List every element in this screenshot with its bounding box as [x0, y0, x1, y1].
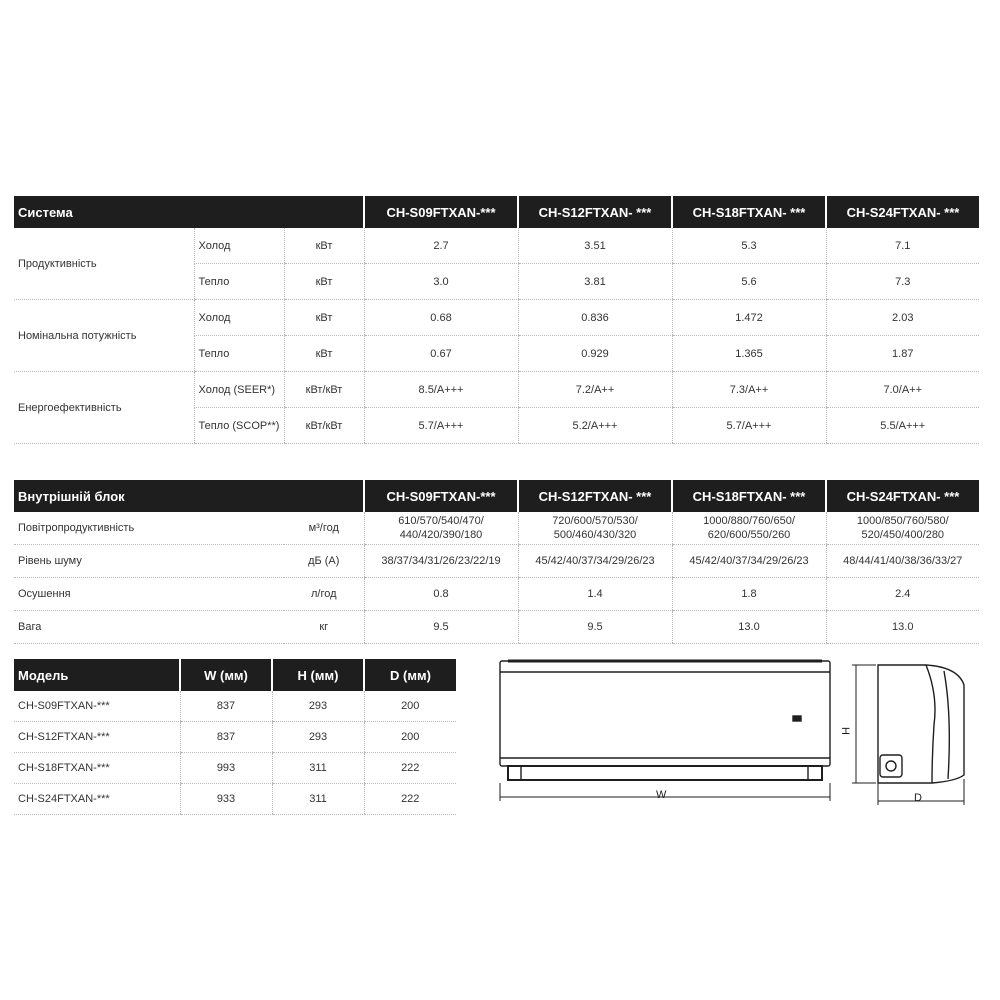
value-cell: 7.3 [826, 264, 979, 300]
value-cell: 837 [180, 691, 272, 722]
mode-label: Холод [194, 228, 284, 264]
value-cell: 0.929 [518, 336, 672, 372]
group-label: Енергоефективність [14, 372, 194, 444]
mode-label: Тепло (SCOP**) [194, 408, 284, 444]
value-line: 440/420/390/180 [399, 529, 483, 541]
side-front-curve [926, 665, 935, 783]
value-cell: 7.1 [826, 228, 979, 264]
value-cell: 222 [364, 784, 456, 815]
mode-label: Холод (SEER*) [194, 372, 284, 408]
model-header: CH-S24FTXAN- *** [826, 196, 979, 228]
model-cell: CH-S24FTXAN-*** [14, 784, 180, 815]
table-row [14, 753, 456, 784]
param-label: Рівень шуму [14, 545, 284, 578]
value-cell: 0.68 [364, 300, 518, 336]
value-cell: 8.5/A+++ [364, 372, 518, 408]
value-cell: 9.5 [518, 611, 672, 644]
side-pipe-port [880, 755, 902, 777]
front-view [500, 661, 830, 780]
param-label: Повітропродуктивність [14, 512, 284, 545]
depth-column-header: D (мм) [364, 659, 456, 691]
model-header: CH-S09FTXAN-*** [364, 196, 518, 228]
value-cell [518, 512, 672, 545]
table-row [14, 691, 456, 722]
table-row [14, 611, 979, 644]
model-header: CH-S12FTXAN- *** [518, 480, 672, 512]
mode-label: Холод [194, 300, 284, 336]
value-cell: 7.3/A++ [672, 372, 826, 408]
value-cell: 0.8 [364, 578, 518, 611]
table-row [14, 545, 979, 578]
unit-label: кВт [284, 300, 364, 336]
table-row [14, 722, 456, 753]
unit-label: л/год [284, 578, 364, 611]
table-row [14, 578, 979, 611]
value-cell: 0.836 [518, 300, 672, 336]
value-cell: 2.7 [364, 228, 518, 264]
table-row [14, 784, 456, 815]
height-label: H [839, 727, 851, 735]
model-header: CH-S24FTXAN- *** [826, 480, 979, 512]
indoor-unit-table [14, 480, 979, 644]
value-cell: 1.87 [826, 336, 979, 372]
model-header: CH-S18FTXAN- *** [672, 480, 826, 512]
front-view-outline [500, 661, 830, 766]
value-cell: 48/44/41/40/38/36/33/27 [826, 545, 979, 578]
model-column-header: Модель [14, 659, 180, 691]
value-line: 1000/880/760/650/ [703, 515, 795, 527]
value-cell: 3.81 [518, 264, 672, 300]
front-bottom-louver [508, 766, 822, 780]
value-cell: 1.8 [672, 578, 826, 611]
model-header: CH-S09FTXAN-*** [364, 480, 518, 512]
dimensions-table [14, 659, 456, 815]
value-cell: 993 [180, 753, 272, 784]
value-line: 720/600/570/530/ [552, 515, 638, 527]
system-specs-table [14, 196, 979, 444]
side-view [878, 665, 964, 783]
value-cell: 7.0/A++ [826, 372, 979, 408]
unit-label: кВт [284, 264, 364, 300]
value-cell: 7.2/A++ [518, 372, 672, 408]
model-header: CH-S12FTXAN- *** [518, 196, 672, 228]
param-label: Осушення [14, 578, 284, 611]
value-line: 620/600/550/260 [707, 529, 791, 541]
group-label: Продуктивність [14, 228, 194, 300]
value-cell: 13.0 [826, 611, 979, 644]
value-cell: 9.5 [364, 611, 518, 644]
value-cell: 3.0 [364, 264, 518, 300]
display-indicator [793, 716, 801, 721]
unit-label: кВт [284, 336, 364, 372]
system-title: Система [14, 196, 364, 228]
value-cell [672, 512, 826, 545]
model-cell: CH-S12FTXAN-*** [14, 722, 180, 753]
value-cell: 5.5/A+++ [826, 408, 979, 444]
indoor-title: Внутрішній блок [14, 480, 364, 512]
value-cell: 45/42/40/37/34/29/26/23 [672, 545, 826, 578]
value-cell: 1.4 [518, 578, 672, 611]
value-cell: 5.6 [672, 264, 826, 300]
value-cell: 311 [272, 784, 364, 815]
value-cell: 933 [180, 784, 272, 815]
system-header-row [14, 196, 979, 228]
unit-label: м³/год [284, 512, 364, 545]
param-label: Вага [14, 611, 284, 644]
height-dimension-line [852, 665, 876, 783]
model-cell: CH-S18FTXAN-*** [14, 753, 180, 784]
side-view-outline [878, 665, 964, 783]
value-cell: 5.7/A+++ [672, 408, 826, 444]
unit-label: дБ (А) [284, 545, 364, 578]
mode-label: Тепло [194, 336, 284, 372]
value-cell: 13.0 [672, 611, 826, 644]
depth-label: D [914, 792, 922, 804]
value-cell: 5.7/A+++ [364, 408, 518, 444]
value-cell: 293 [272, 691, 364, 722]
group-label: Номінальна потужність [14, 300, 194, 372]
mode-label: Тепло [194, 264, 284, 300]
height-column-header: H (мм) [272, 659, 364, 691]
unit-drawing-svg [486, 655, 980, 815]
value-cell: 1.365 [672, 336, 826, 372]
value-cell: 200 [364, 722, 456, 753]
unit-label: кг [284, 611, 364, 644]
value-line: 610/570/540/470/ [398, 515, 484, 527]
value-line: 500/460/430/320 [553, 529, 637, 541]
table-row [14, 228, 979, 264]
dimensions-header-row [14, 659, 456, 691]
value-cell: 311 [272, 753, 364, 784]
value-cell: 1.472 [672, 300, 826, 336]
unit-label: кВт/кВт [284, 372, 364, 408]
value-line: 1000/850/760/580/ [856, 515, 949, 527]
value-cell: 45/42/40/37/34/29/26/23 [518, 545, 672, 578]
value-cell: 2.03 [826, 300, 979, 336]
value-cell: 0.67 [364, 336, 518, 372]
value-cell: 5.3 [672, 228, 826, 264]
width-column-header: W (мм) [180, 659, 272, 691]
value-line: 520/450/400/280 [861, 529, 945, 541]
value-cell [826, 512, 979, 545]
side-inner-curve [944, 671, 949, 779]
value-cell: 222 [364, 753, 456, 784]
value-cell: 3.51 [518, 228, 672, 264]
table-row [14, 512, 979, 545]
value-cell: 293 [272, 722, 364, 753]
indoor-header-row [14, 480, 979, 512]
table-row [14, 372, 979, 408]
value-cell: 38/37/34/31/26/23/22/19 [364, 545, 518, 578]
value-cell: 2.4 [826, 578, 979, 611]
model-cell: CH-S09FTXAN-*** [14, 691, 180, 722]
unit-dimension-drawing [486, 655, 980, 815]
value-cell: 837 [180, 722, 272, 753]
width-label: W [656, 789, 667, 801]
unit-label: кВт/кВт [284, 408, 364, 444]
model-header: CH-S18FTXAN- *** [672, 196, 826, 228]
unit-label: кВт [284, 228, 364, 264]
value-cell [364, 512, 518, 545]
side-pipe-hole [886, 761, 896, 771]
value-cell: 200 [364, 691, 456, 722]
value-cell: 5.2/A+++ [518, 408, 672, 444]
table-row [14, 300, 979, 336]
